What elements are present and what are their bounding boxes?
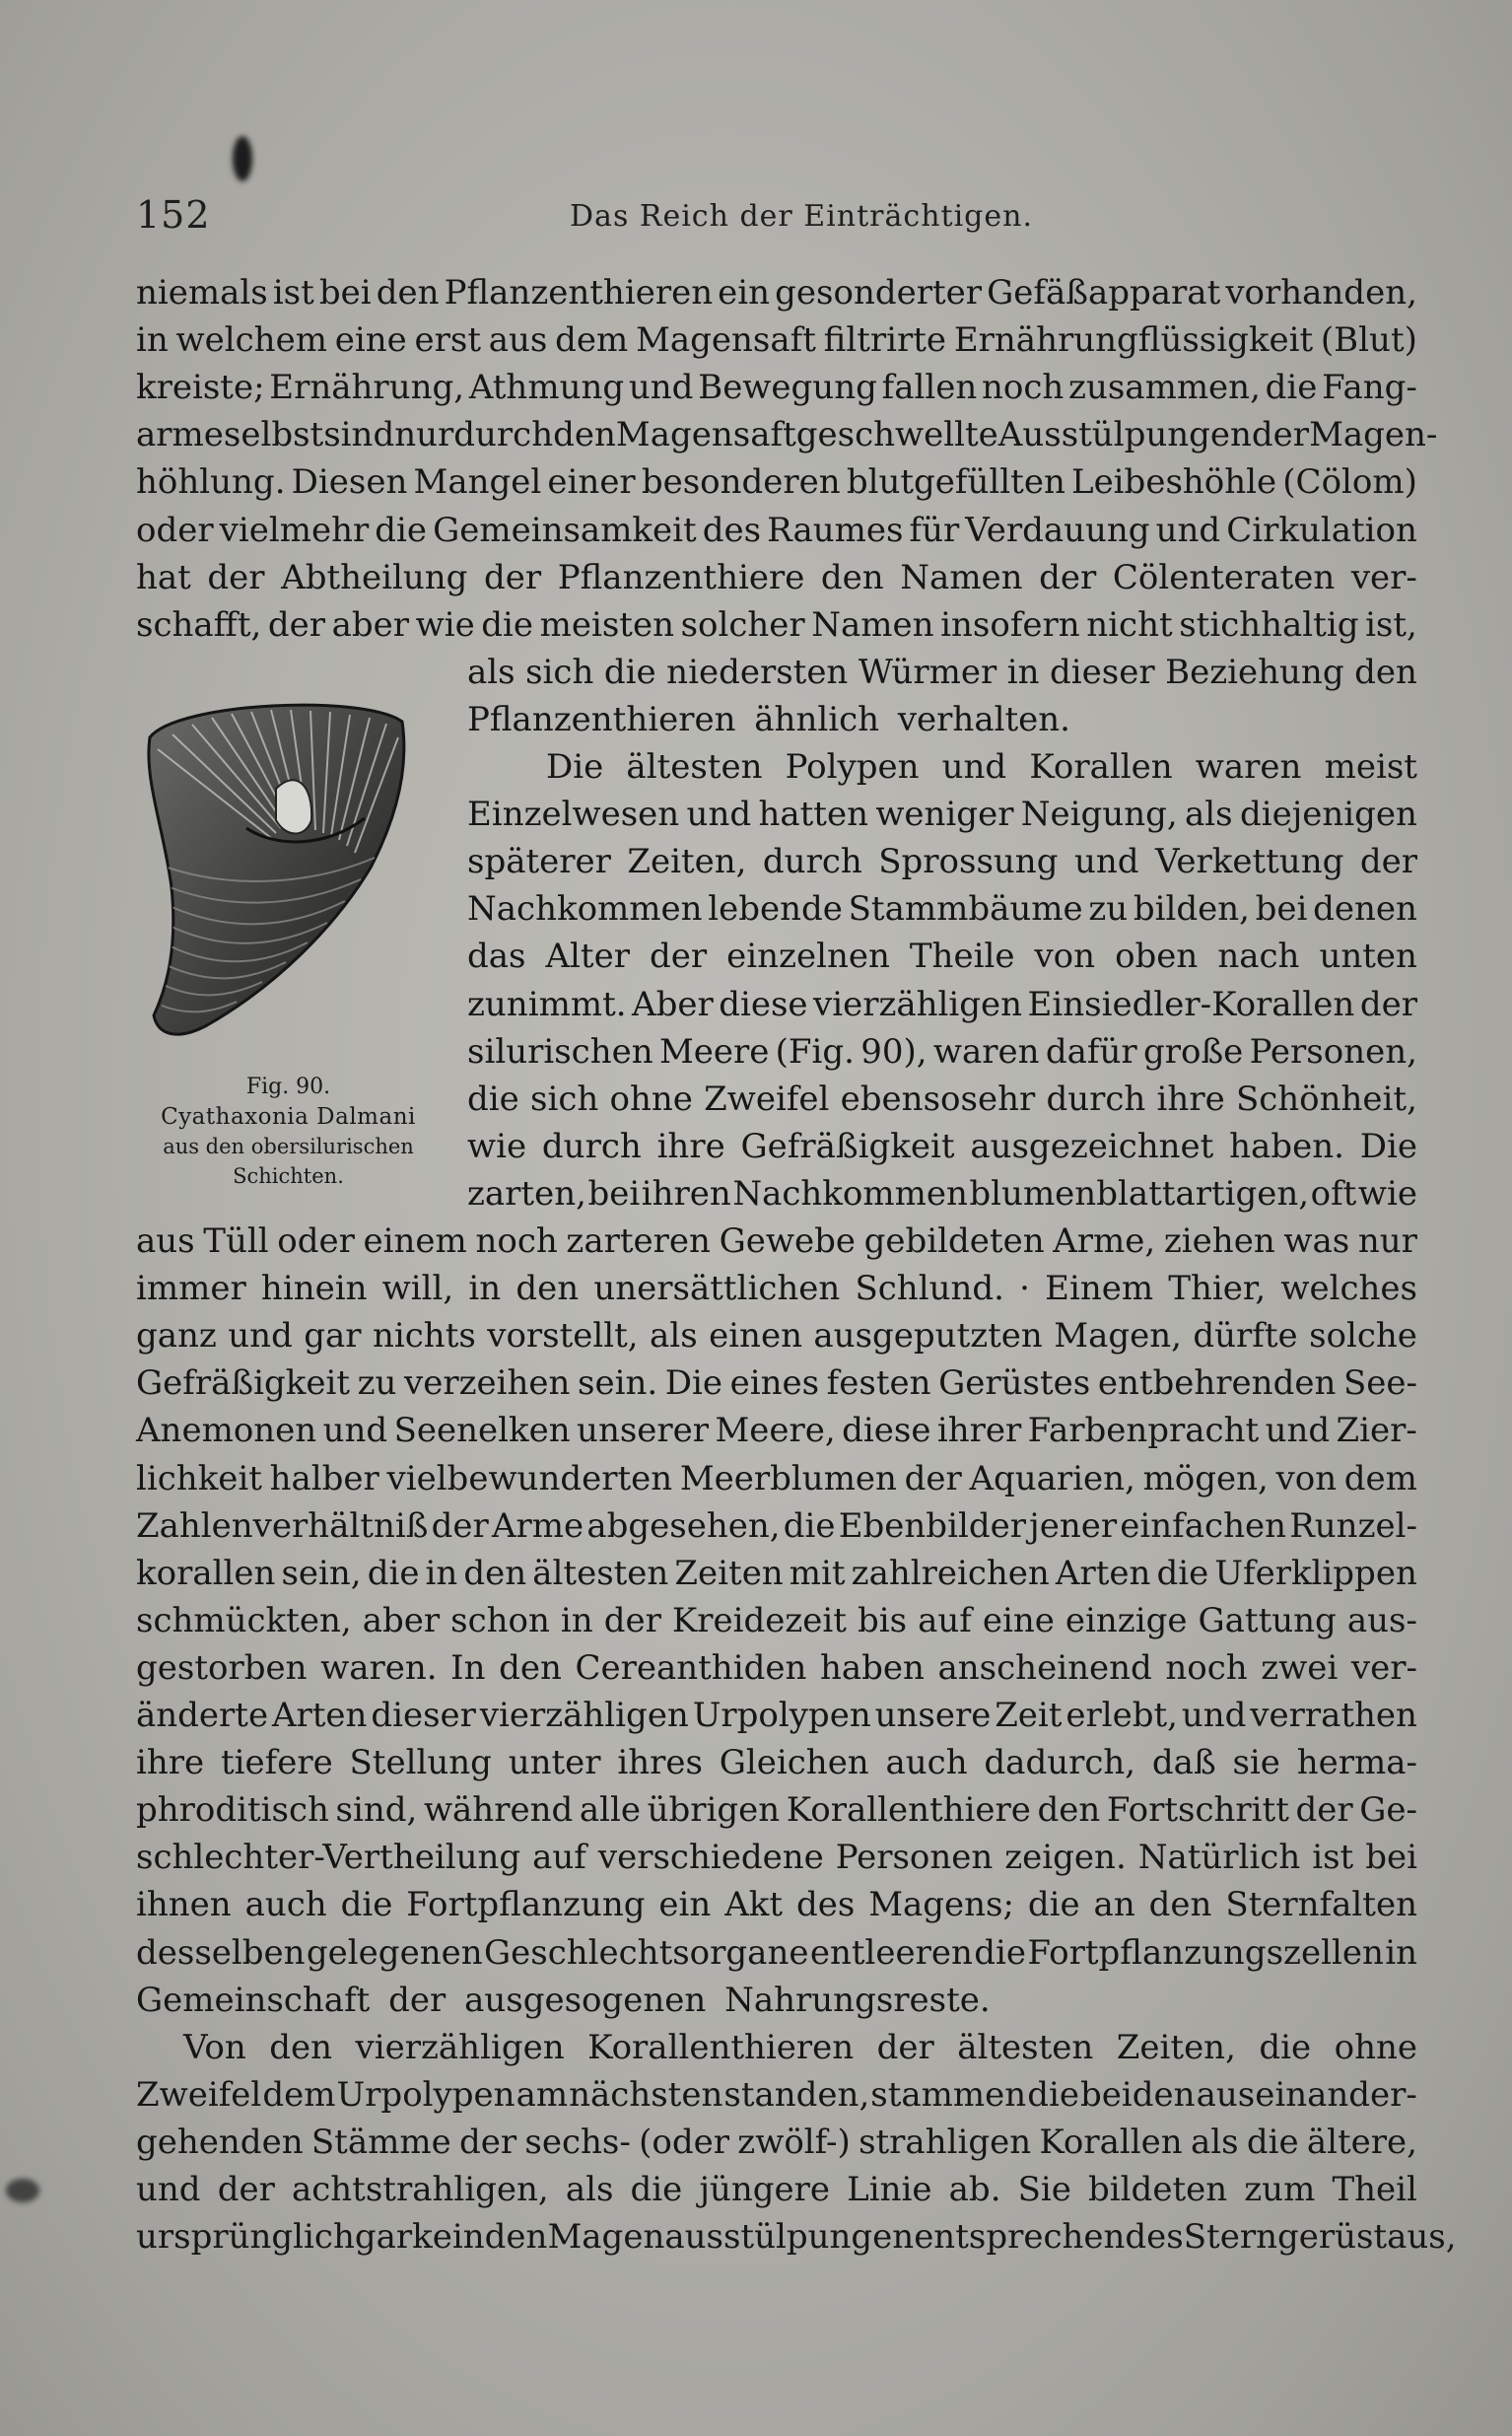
text-line: oder vielmehr die Gemeinsamkeit des Raumes für Verdauung und Cirkulation [136, 511, 1417, 550]
page-number: 152 [136, 193, 211, 237]
text-line: zarten, bei ihren Nachkommen blumenblattartigen, oft wie [467, 1174, 1417, 1214]
text-line: in welchem eine erst aus dem Magensaft filtrirte Ernährungflüssigkeit (Blut) [136, 320, 1417, 360]
text-line: änderte Arten dieser vierzähligen Urpolypen unsere Zeit erlebt, und verrathen [136, 1696, 1417, 1735]
text-line: die sich ohne Zweifel ebensosehr durch ihre Schönheit, [467, 1079, 1417, 1119]
text-line: ganz und gar nichts vorstellt, als einen ausgeputzten Magen, dürfte solche [136, 1316, 1417, 1356]
figure-species-name: Cyathaxonia Dalmani [161, 1104, 416, 1130]
ink-blot [6, 2179, 39, 2202]
text-line: desselben gelegenen Geschlechtsorgane entleeren die Fortpflanzungszellen in [136, 1933, 1417, 1973]
text-line: zunimmt. Aber diese vierzähligen Einsiedler-Korallen der [467, 985, 1417, 1024]
figure-description: Schichten. [233, 1164, 344, 1188]
text-line: wie durch ihre Gefräßigkeit ausgezeichnet haben. Die [467, 1127, 1417, 1166]
text-line: Pflanzenthieren ähnlich verhalten. [467, 700, 1070, 739]
text-line: Nachkommen lebende Stammbäume zu bilden, bei denen [467, 889, 1417, 929]
coral-figure [138, 690, 434, 1045]
text-line: Anemonen und Seenelken unserer Meere, diese ihrer Farbenpracht und Zier- [136, 1411, 1417, 1450]
ink-blot [233, 136, 252, 181]
text-line: gehenden Stämme der sechs- (oder zwölf-) strahligen Korallen als die ältere, [136, 2123, 1417, 2162]
text-line: ursprünglich gar kein den Magenausstülpungen entsprechendes Sterngerüst aus, [136, 2217, 1457, 2257]
text-line: korallen sein, die in den ältesten Zeiten mit zahlreichen Arten die Uferklippen [136, 1554, 1417, 1593]
text-line: aus Tüll oder einem noch zarteren Gewebe gebildeten Arme, ziehen was nur [136, 1221, 1417, 1261]
text-line: arme selbst sind nur durch den Magensaft geschwellte Ausstülpungen der Magen- [136, 415, 1438, 454]
text-line: späterer Zeiten, durch Sprossung und Verkettung der [467, 842, 1417, 881]
page-header [136, 193, 1417, 243]
text-line: schafft, der aber wie die meisten solcher Namen insofern nicht stichhaltig ist, [136, 605, 1417, 645]
text-line: schlechter-Vertheilung auf verschiedene Personen zeigen. Natürlich ist bei [136, 1838, 1417, 1877]
text-line: kreiste; Ernährung, Athmung und Bewegung fallen noch zusammen, die Fang- [136, 368, 1417, 407]
text-line: Von den vierzähligen Korallenthieren der ältesten Zeiten, die ohne [183, 2028, 1417, 2067]
text-line: Die ältesten Polypen und Korallen waren meist [546, 747, 1417, 787]
running-title: Das Reich der Einträchtigen. [570, 199, 1033, 234]
text-line: silurischen Meere (Fig. 90), waren dafür große Personen, [467, 1032, 1417, 1072]
figure-label: Fig. 90. [245, 1075, 331, 1099]
text-line: phroditisch sind, während alle übrigen Korallenthiere den Fortschritt der Ge- [136, 1790, 1417, 1830]
text-line: gestorben waren. In den Cereanthiden haben anscheinend noch zwei ver- [136, 1648, 1417, 1688]
text-line: Gemeinschaft der ausgesogenen Nahrungsreste. [136, 1981, 991, 2020]
figure-description: aus den obersilurischen [163, 1135, 414, 1158]
text-line: immer hinein will, in den unersättlichen Schlund. · Einem Thier, welches [136, 1269, 1417, 1308]
text-line: Zahlenverhältniß der Arme abgesehen, die Ebenbilder jener einfachen Runzel- [136, 1506, 1417, 1546]
coral-illustration [138, 690, 434, 1045]
text-line: ihre tiefere Stellung unter ihres Gleichen auch dadurch, daß sie herma- [136, 1743, 1417, 1782]
text-line: schmückten, aber schon in der Kreidezeit bis auf eine einzige Gattung aus- [136, 1601, 1417, 1640]
text-line: höhlung. Diesen Mangel einer besonderen blutgefüllten Leibeshöhle (Cölom) [136, 462, 1417, 502]
text-line: hat der Abtheilung der Pflanzenthiere den Namen der Cölenteraten ver- [136, 558, 1417, 597]
text-line: ihnen auch die Fortpflanzung ein Akt des Magens; die an den Sternfalten [136, 1885, 1417, 1924]
text-line: Gefräßigkeit zu verzeihen sein. Die eines festen Gerüstes entbehrenden See- [136, 1363, 1417, 1403]
text-line: das Alter der einzelnen Theile von oben nach unten [467, 937, 1417, 976]
figure-caption [138, 1073, 439, 1191]
text-line: niemals ist bei den Pflanzenthieren ein gesonderter Gefäßapparat vorhanden, [136, 273, 1417, 313]
text-line: Einzelwesen und hatten weniger Neigung, als diejenigen [467, 795, 1417, 834]
text-line: Zweifel dem Urpolypen am nächsten standen, stammen die beiden auseinander- [136, 2075, 1417, 2115]
text-line: als sich die niedersten Würmer in dieser Beziehung den [467, 653, 1417, 692]
text-line: und der achtstrahligen, als die jüngere Linie ab. Sie bildeten zum Theil [136, 2170, 1417, 2209]
text-line: lichkeit halber vielbewunderten Meerblumen der Aquarien, mögen, von dem [136, 1459, 1417, 1498]
